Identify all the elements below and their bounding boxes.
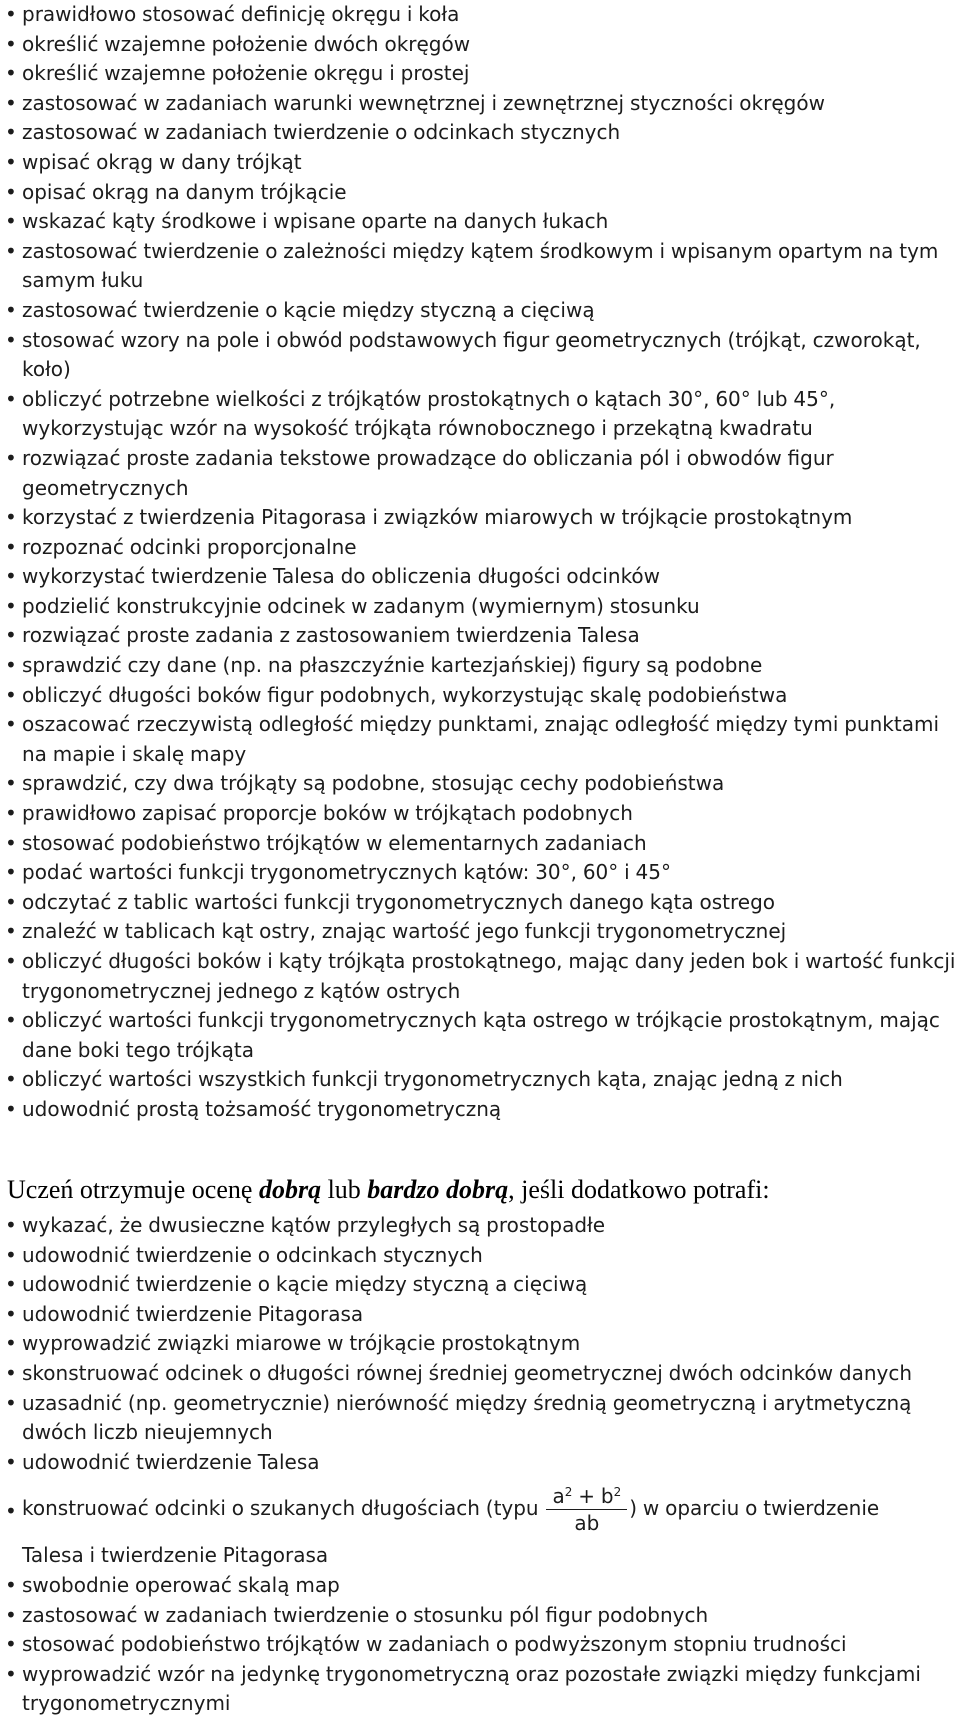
fraction-denominator: ab: [574, 1511, 600, 1536]
list-item: • korzystać z twierdzenia Pitagorasa i związków miarowych w trójkącie prostokątnym: [0, 503, 956, 533]
grade-very-good: bardzo dobrą: [367, 1175, 509, 1204]
list-item: • rozpoznać odcinki proporcjonalne: [0, 533, 956, 563]
list-item: • zastosować twierdzenie o kącie między styczną a cięciwą: [0, 296, 956, 326]
bullet: •: [5, 90, 17, 115]
list-item: • wskazać kąty środkowe i wpisane oparte na danych łukach: [0, 207, 956, 237]
bullet: •: [5, 564, 17, 589]
bullet: •: [5, 593, 17, 618]
list-item: • wyprowadzić wzór na jedynkę trygonometryczną oraz pozostałe związki między funkcjami trygonometrycznymi: [5, 1661, 921, 1716]
bullet: •: [5, 1602, 17, 1627]
bullet: •: [5, 1449, 17, 1474]
bullet: •: [5, 534, 17, 559]
list-item: • rozwiązać proste zadania tekstowe prowadzące do obliczania pól i obwodów figur geometrycznych: [5, 445, 834, 500]
bullet: •: [5, 1301, 17, 1326]
list-item: • znaleźć w tablicach kąt ostry, znając wartość jego funkcji trygonometrycznej: [0, 917, 956, 947]
fraction-numerator: $a^2 + b^2$: [546, 1486, 627, 1510]
list-item: • sprawdzić czy dane (np. na płaszczyźnie kartezjańskiej) figury są podobne: [0, 651, 956, 681]
list-item: • opisać okrąg na danym trójkącie: [0, 178, 956, 208]
bullet: •: [5, 1096, 17, 1121]
list-item: • oszacować rzeczywistą odległość między punktami, znając odległość między tymi punktami na mapie i skalę mapy: [5, 712, 939, 766]
advanced-skills-list: [0, 1211, 956, 1719]
bullet: •: [5, 1008, 17, 1033]
bullet: •: [5, 61, 17, 86]
bullet: •: [5, 1661, 17, 1686]
list-item: • podzielić konstrukcyjnie odcinek w zadanym (wymiernym) stosunku: [0, 592, 956, 622]
list-item: • sprawdzić, czy dwa trójkąty są podobne, stosując cechy podobieństwa: [0, 769, 956, 799]
bullet: •: [5, 31, 17, 56]
bullet: •: [5, 1067, 17, 1092]
bullet: •: [5, 1331, 17, 1356]
fraction-item-continuation: Talesa i twierdzenie Pitagorasa: [22, 1543, 329, 1568]
list-item: • podać wartości funkcji trygonometrycznych kątów: 30°, 60° i 45°: [0, 858, 956, 888]
bullet: •: [5, 209, 17, 234]
bullet: •: [5, 653, 17, 678]
bullet: •: [5, 949, 17, 973]
list-item: • wykazać, że dwusieczne kątów przyległych są prostopadłe: [0, 1211, 956, 1241]
list-item: • prawidłowo stosować definicję okręgu i koła: [0, 0, 956, 30]
bullet: •: [5, 238, 17, 263]
list-item: • rozwiązać proste zadania z zastosowaniem twierdzenia Talesa: [0, 621, 956, 651]
bullet: •: [5, 1572, 17, 1597]
bullet: •: [5, 919, 17, 944]
list-item: • wyprowadzić związki miarowe w trójkącie prostokątnym: [0, 1329, 956, 1359]
bullet: •: [5, 1213, 17, 1237]
list-item: • stosować podobieństwo trójkątów w elementarnych zadaniach: [0, 829, 956, 859]
bullet: •: [5, 1272, 17, 1297]
list-item: • zastosować w zadaniach twierdzenie o stosunku pól figur podobnych: [0, 1601, 956, 1631]
bullet: •: [5, 712, 17, 737]
list-item: • udowodnić twierdzenie o odcinkach stycznych: [0, 1241, 956, 1271]
bullet: •: [5, 327, 17, 352]
list-item: • prawidłowo zapisać proporcje boków w trójkątach podobnych: [0, 799, 956, 829]
bullet: •: [5, 771, 17, 796]
list-item: • obliczyć potrzebne wielkości z trójkątów prostokątnych o kątach 30°, 60° lub 45°, wykorzystując wzór na wysokość trójkąta równobocznego i przekątną kwadratu: [5, 386, 836, 441]
bullet: •: [5, 179, 17, 204]
list-item: • obliczyć długości boków i kąty trójkąta prostokątnego, mając dany jeden bok i wartość funkcji trygonometrycznej jednego z kątów ostrych: [5, 949, 956, 1003]
bullet: •: [5, 149, 17, 174]
list-item: • skonstruować odcinek o długości równej średniej geometrycznej dwóch odcinków danych: [0, 1359, 956, 1389]
bullet: •: [5, 623, 17, 648]
list-item: • obliczyć długości boków figur podobnych, wykorzystując skalę podobieństwa: [0, 681, 956, 711]
grade-good: dobrą: [258, 1175, 322, 1204]
list-item: • określić wzajemne położenie dwóch okręgów: [0, 30, 956, 60]
bullet: •: [5, 505, 17, 530]
bullet: •: [5, 386, 17, 411]
list-item: • uzasadnić (np. geometrycznie) nierówność między średnią geometryczną i arytmetyczną dwóch liczb nieujemnych: [5, 1390, 912, 1445]
list-item: • stosować wzory na pole i obwód podstawowych figur geometrycznych (trójkąt, czworokąt, koło): [5, 327, 921, 382]
bullet: •: [5, 1360, 17, 1385]
list-item: • wpisać okrąg w dany trójkąt: [0, 148, 956, 178]
list-item: • zastosować w zadaniach warunki wewnętrznej i zewnętrznej styczności okręgów: [0, 89, 956, 119]
list-item: • swobodnie operować skalą map: [0, 1571, 956, 1601]
list-item: • udowodnić twierdzenie Talesa: [0, 1448, 956, 1478]
bullet: •: [5, 1499, 17, 1524]
bullet: •: [5, 889, 17, 914]
list-item: • zastosować twierdzenie o zależności między kątem środkowym i wpisanym opartym na tym samym łuku: [5, 238, 939, 293]
bullet: •: [5, 120, 17, 145]
list-item: • obliczyć wartości funkcji trygonometrycznych kąta ostrego w trójkącie prostokątnym, mając dane boki tego trójkąta: [5, 1008, 940, 1062]
bullet: •: [5, 297, 17, 322]
list-item: • udowodnić twierdzenie Pitagorasa: [0, 1300, 956, 1330]
list-item: • odczytać z tablic wartości funkcji trygonometrycznych danego kąta ostrego: [0, 888, 956, 918]
bullet: •: [5, 2, 17, 26]
fraction-line: konstruować odcinki o szukanych długościach (typu $\frac{a^2 + b^2}{ab}$ ) w oparciu o twierdzenie: [22, 1484, 880, 1536]
bullet: •: [5, 801, 17, 826]
bullet: •: [5, 1242, 17, 1267]
list-item: • udowodnić prostą tożsamość trygonometryczną: [0, 1095, 956, 1125]
bullet: •: [5, 830, 17, 855]
list-item: • udowodnić twierdzenie o kącie między styczną a cięciwą: [0, 1270, 956, 1300]
list-item-fraction: [0, 1477, 956, 1571]
list-item: • stosować podobieństwo trójkątów w zadaniach o podwyższonym stopniu trudności: [0, 1630, 956, 1660]
bullet: •: [5, 1632, 17, 1657]
grade-heading: Uczeń otrzymuje ocenę dobrą lub bardzo dobrą, jeśli dodatkowo potrafi:: [7, 1175, 770, 1204]
bullet: •: [5, 1390, 17, 1415]
list-item: • wykorzystać twierdzenie Talesa do obliczenia długości odcinków: [0, 562, 956, 592]
fraction: [546, 1484, 627, 1536]
list-item: • określić wzajemne położenie okręgu i prostej: [0, 59, 956, 89]
bullet: •: [5, 682, 17, 707]
bullet: •: [5, 860, 17, 885]
list-item: • obliczyć wartości wszystkich funkcji trygonometrycznych kąta, znając jedną z nich: [0, 1065, 956, 1095]
list-item: • zastosować w zadaniach twierdzenie o odcinkach stycznych: [0, 118, 956, 148]
bullet: •: [5, 445, 17, 470]
